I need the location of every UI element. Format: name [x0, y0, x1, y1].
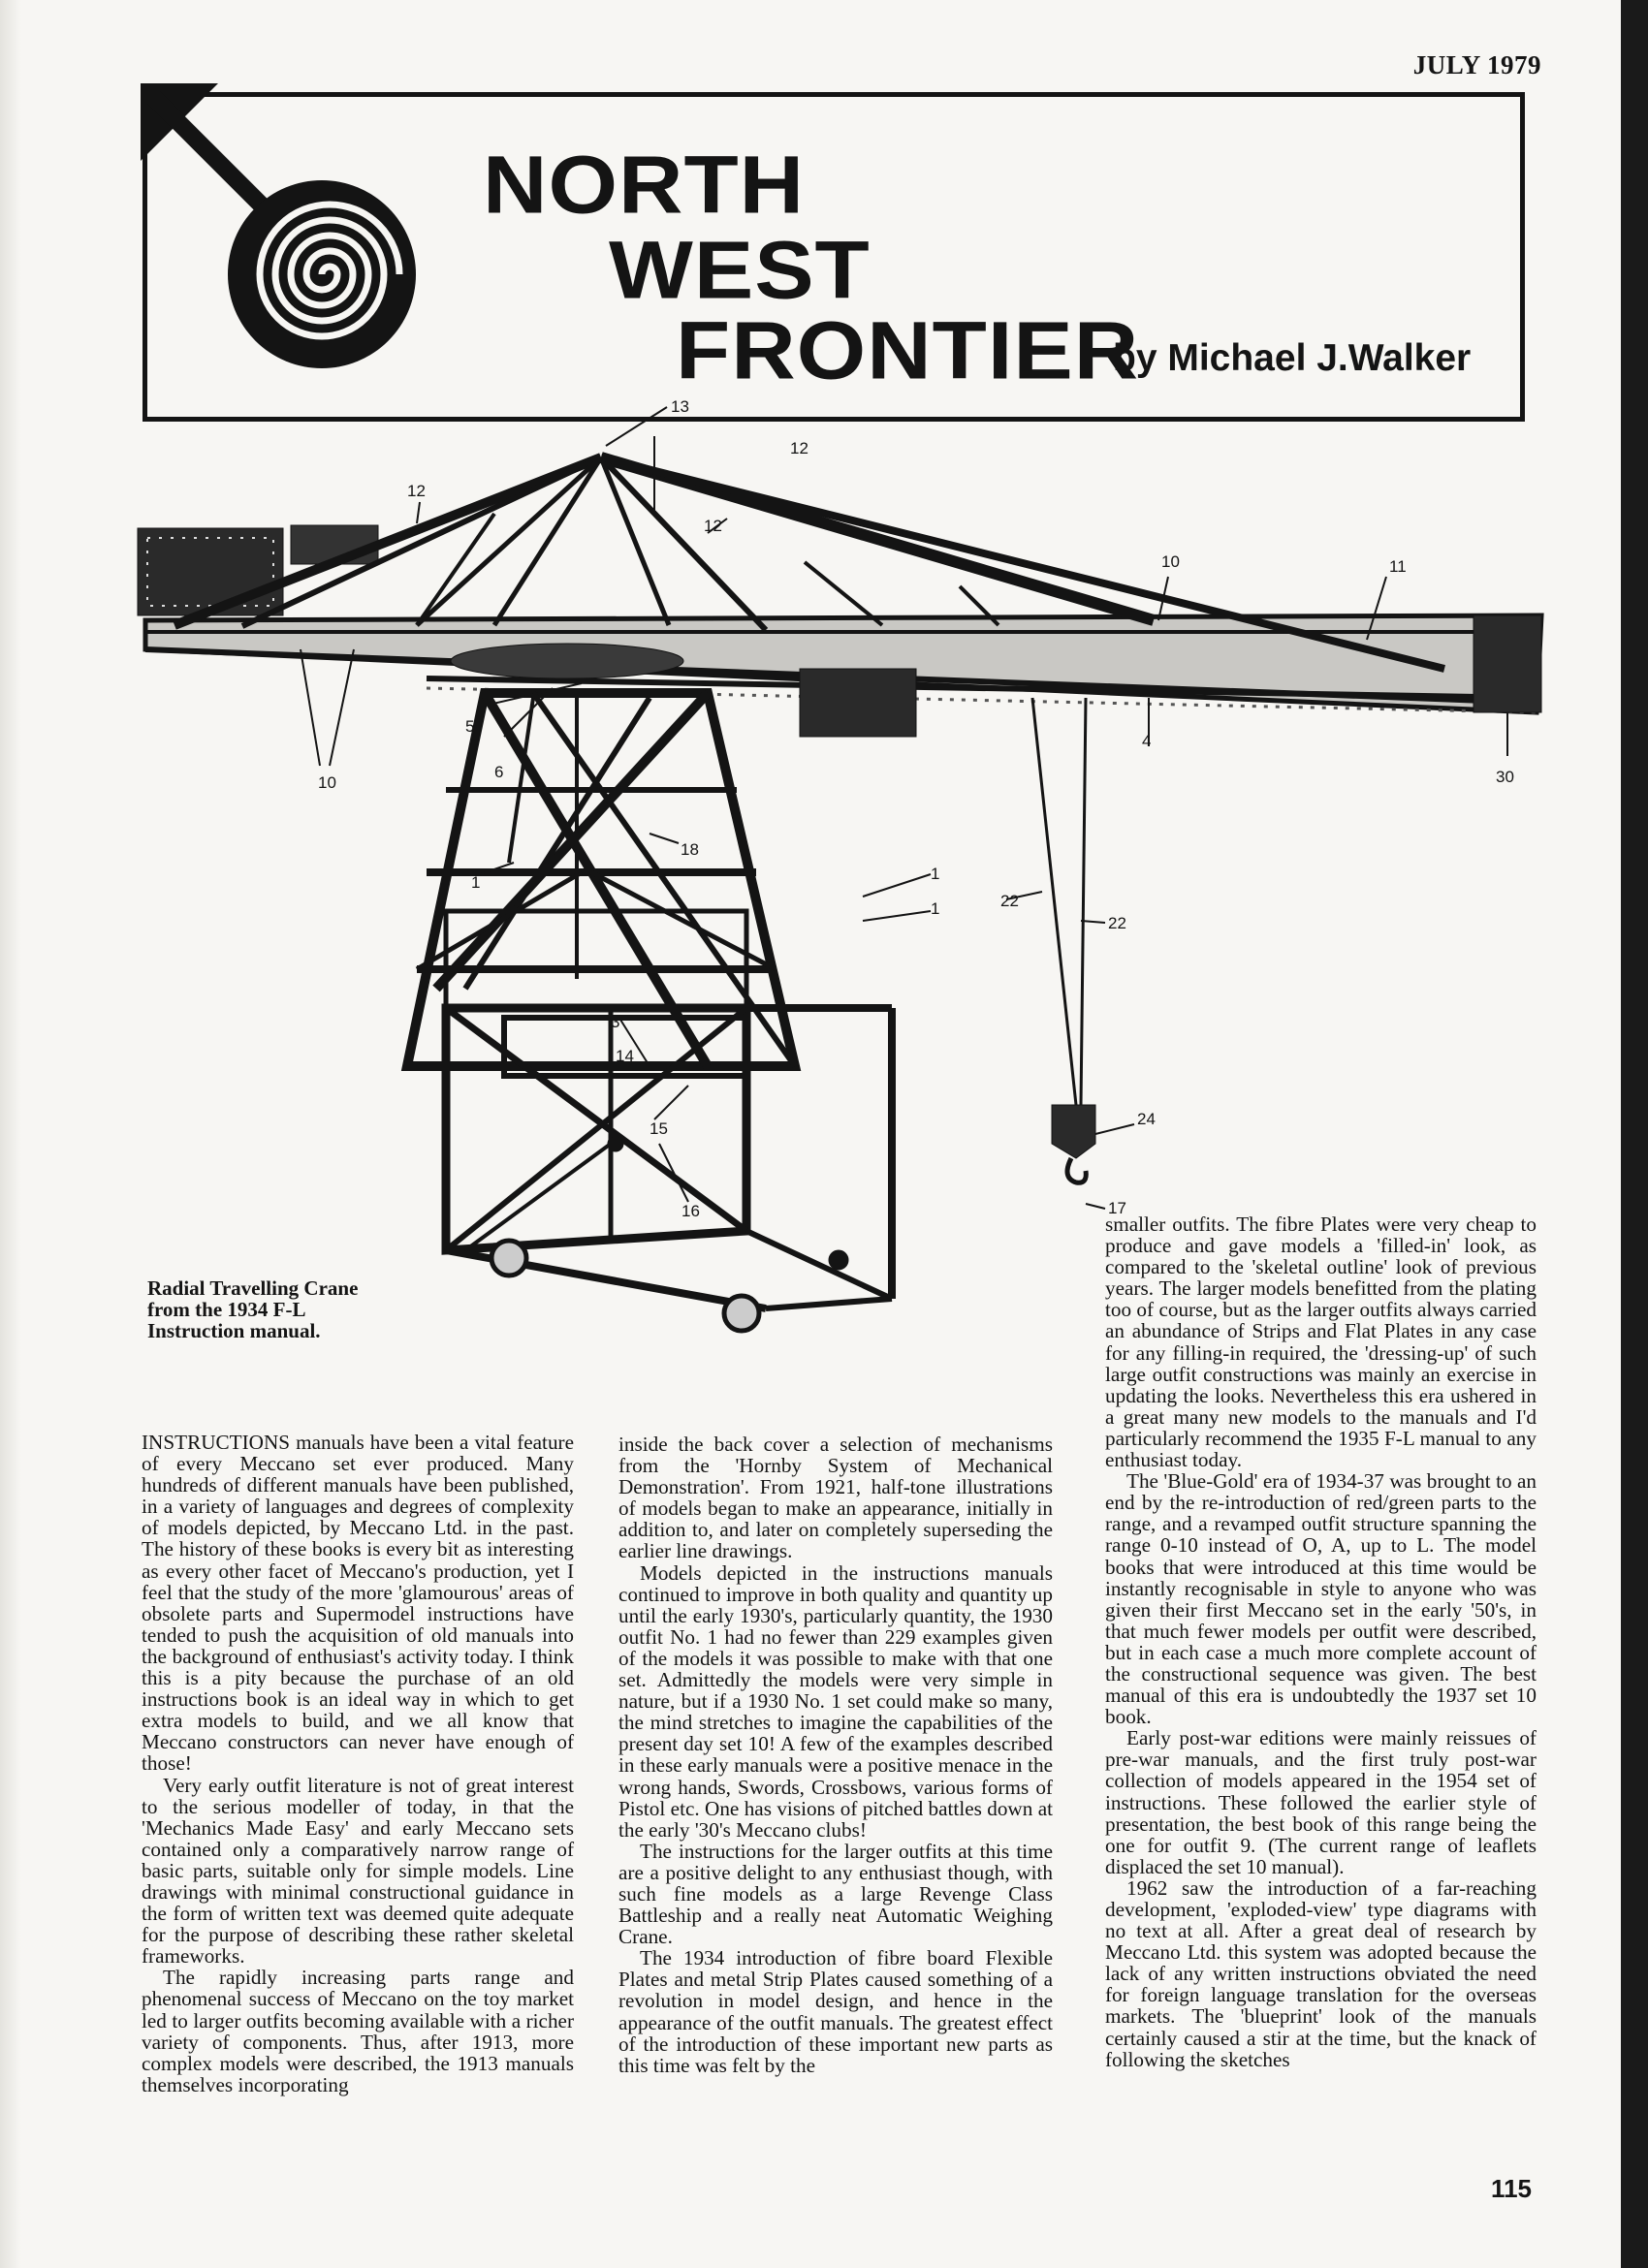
callout-label: 18: [681, 840, 699, 859]
page-number: 115: [1491, 2174, 1532, 2203]
callout-label: 3: [611, 1013, 620, 1031]
title-line-west: WEST: [609, 225, 871, 316]
callout-label: 13: [671, 397, 689, 416]
paragraph: INSTRUCTIONS manuals have been a vital feature of every Meccano set ever produced. Many hundreds of different manuals have been published, in a variety of languages and degrees of complexity of models depicted, by Meccano Ltd. in the past. The history of these books is every bit as interesting as every other facet of Meccano's production, yet I feel that the study of the more 'glamourous' areas of obsolete parts and Supermodel instructions have tended to push the acquisition of old manuals into the background of enthusiast's activity today. I think this is a pity because the purchase of an old instructions book is an ideal way in which to get extra models to build, and we all know that Meccano constructors can never have enough of those!: [142, 1431, 574, 1776]
issue-date: JULY 1979: [1412, 50, 1541, 79]
title-line-frontier: FRONTIER: [676, 305, 1140, 396]
callout-label: 12: [790, 439, 808, 457]
crane-base: [446, 911, 892, 1331]
callout-label: 12: [704, 517, 722, 535]
callout-label: 24: [1137, 1110, 1156, 1128]
callout-label: 1: [931, 865, 940, 883]
callout-label: 10: [1161, 552, 1180, 571]
callout-label: 12: [407, 482, 426, 500]
title-line-north: NORTH: [483, 140, 806, 231]
paragraph: The instructions for the larger outfits at this time are a positive delight to any enthusiast though, with such fine models as a large Revenge Class Battleship and a really neat Automatic Weighing Crane.: [618, 1839, 1053, 1949]
callout-label: 30: [1496, 768, 1514, 786]
callout-label: 11: [1389, 557, 1407, 576]
callout-label: 1: [931, 899, 940, 918]
callout-label: 5: [465, 717, 475, 736]
page-left-edge: [0, 0, 21, 2268]
article-column-2: [618, 1433, 1053, 2076]
article-column-3: [1105, 1213, 1537, 2070]
paragraph: The 'Blue-Gold' era of 1934-37 was brought to an end by the re-introduction of red/green parts to the range, and a revamped outfit structure spanning the range 0-10 instead of O, A, up to L. The model books that were introduced at this time would be instantly recognisable in style to anyone who was given their first Meccano set in the early '50's, in that much fewer models per outfit were described, but in each case a much more complete account of the constructional sequence was given. The best manual of this era is undoubtedly the 1937 set 10 book.: [1105, 1469, 1537, 1729]
callout-label: 15: [650, 1119, 668, 1138]
callout-label: 22: [1108, 914, 1126, 932]
callout-label: 16: [681, 1202, 700, 1220]
callout-label: 4: [1142, 732, 1152, 750]
spiral-arrow-logo: [136, 83, 465, 374]
callout-label: 22: [1000, 892, 1019, 910]
paragraph: Early post-war editions were mainly reissues of pre-war manuals, and the first truly post-war collection of models appeared in the 1954 set of instructions. These followed the earlier style of presentation, the best book of this range being the one for outfit 9. (The current range of leaflets displaced the set 10 manual).: [1105, 1726, 1537, 1878]
paragraph: inside the back cover a selection of mechanisms from the 'Hornby System of Mechanical Demonstration'. From 1921, half-tone illustrations of models began to make an appearance, initially in addition to, and later on completely superseding the earlier line drawings.: [618, 1433, 1053, 1563]
callout-label: 10: [318, 773, 336, 792]
article-column-1: [142, 1432, 574, 2095]
paragraph: The 1934 introduction of fibre board Flexible Plates and metal Strip Plates caused something of a revolution in model design, and hence in the appearance of the outfit manuals. The greatest effect of the introduction of these important new parts as this time was felt by the: [618, 1946, 1053, 2077]
paragraph: 1962 saw the introduction of a far-reaching development, 'exploded-view' type diagrams with no text at all. After a great deal of research by Meccano Ltd. this system was adopted because the lack of any written instructions obviated the need for foreign language translation for the overseas markets. The 'blueprint' look of the manuals certainly caused a stir at the time, but the knack of following the sketches: [1105, 1875, 1537, 2071]
callout-leaders: [301, 407, 1507, 1209]
paragraph: Very early outfit literature is not of great interest to the serious modeller of today, in that the 'Mechanics Made Easy' and early Meccano sets contained only a comparatively narrow range of basic parts, suitable only for simple models. Line drawings with minimal constructional guidance in the form of written text was deemed quite adequate for the purpose of describing these rather skeletal frameworks.: [142, 1773, 574, 1969]
paragraph: The rapidly increasing parts range and phenomenal success of Meccano on the toy market led to larger outfits becoming available with a richer variety of components. Thus, after 1913, more complex models were described, the 1913 manuals themselves incorporating: [142, 1966, 574, 2096]
callout-label: 14: [616, 1047, 634, 1065]
callout-label: 17: [1108, 1199, 1126, 1217]
paragraph: smaller outfits. The fibre Plates were very cheap to produce and gave models a 'filled-in' look, as compared to the 'skeletal outline' look of previous years. The larger models benefitted from the plating too of course, but as the larger outfits always carried an abundance of Strips and Flat Plates in any case for any filling-in required, the 'dressing-up' of such large outfit constructions was mainly an exercise in updating the looks. Nevertheless this era ushered in a great many new models to the manuals and I'd particularly recommend the 1935 F-L manual to any enthusiast today.: [1105, 1213, 1537, 1472]
crane-hook: [1032, 698, 1095, 1182]
callout-label: 6: [494, 763, 504, 781]
page-right-edge: [1621, 0, 1648, 2268]
paragraph: Models depicted in the instructions manuals continued to improve in both quality and quantity up until the early 1930's, particularly quantity, the 1930 outfit No. 1 had no fewer than 229 examples given of the models it was possible to make with that one set. Admittedly the models were very simple in nature, but if a 1930 No. 1 set could make so many, the mind stretches to imagine the capabilities of the present day set 10! A few of the examples described in these early manuals were a positive menace in the wrong hands, Swords, Crossbows, various forms of Pistol etc. One has visions of pitched battles down at the early '30's Meccano clubs!: [618, 1560, 1053, 1842]
figure-caption: Radial Travelling Crane from the 1934 F-L Instruction manual.: [147, 1276, 359, 1342]
callout-labels: [318, 397, 1514, 1220]
crane-jib: [138, 457, 1541, 737]
byline: by Michael J.Walker: [1113, 337, 1472, 379]
callout-label: 1: [471, 873, 481, 892]
